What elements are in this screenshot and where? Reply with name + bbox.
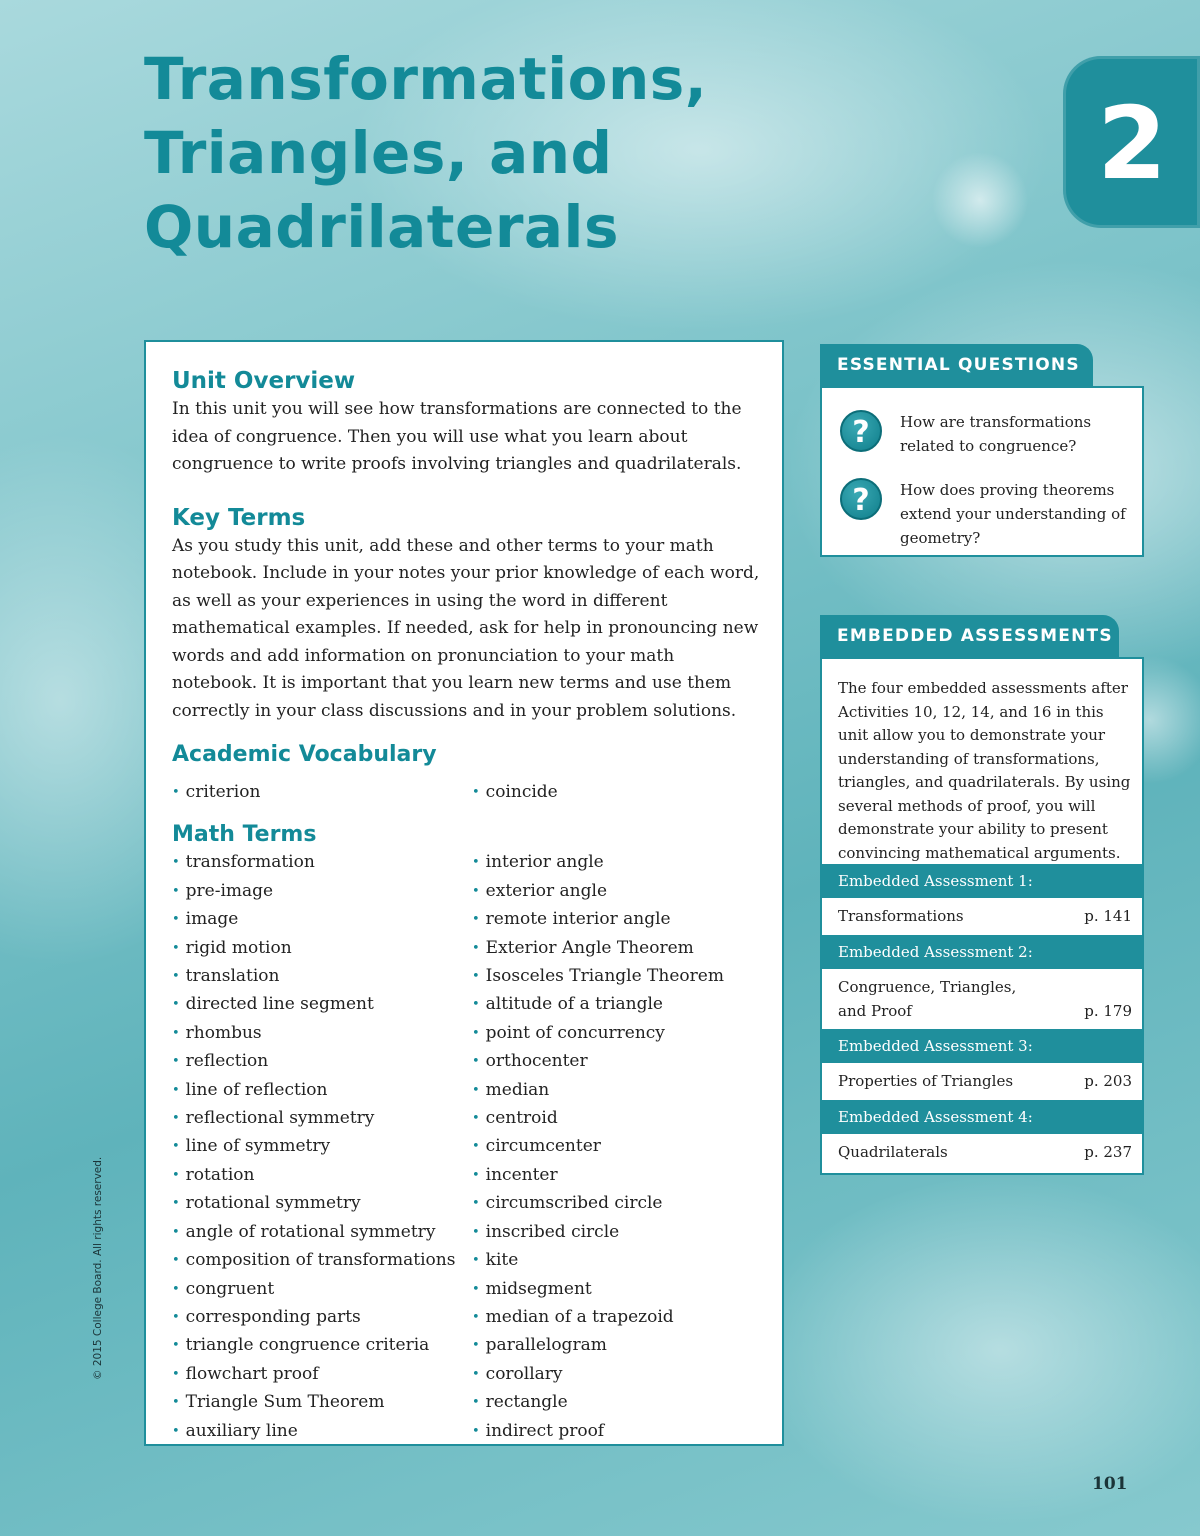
unit-number: 2 — [1097, 85, 1167, 202]
math-term: • Exterior Angle Theorem — [472, 935, 772, 963]
math-term: • exterior angle — [472, 878, 772, 906]
math-term: • triangle congruence criteria — [172, 1332, 472, 1360]
assessment-page: p. 179 — [1084, 1002, 1132, 1020]
copyright-notice: © 2015 College Board. All rights reserved. — [92, 1156, 104, 1380]
math-term: • line of symmetry — [172, 1133, 472, 1161]
math-term: • flowchart proof — [172, 1361, 472, 1389]
vocab-term: • criterion — [172, 779, 472, 807]
math-term: • centroid — [472, 1105, 772, 1133]
embedded-assessments-heading: EMBEDDED ASSESSMENTS — [820, 615, 1119, 657]
assessment-name: Properties of Triangles — [838, 1072, 1014, 1090]
math-term: • midsegment — [472, 1276, 772, 1304]
question-item — [840, 478, 1140, 550]
embedded-assessments-intro: The four embedded assessments after Activities 10, 12, 14, and 16 in this unit allow you to demonstrate your understanding of transformations, triangles, and quadrilaterals. By using several methods of proof, you will demonstrate your ability to present convincing mathematical arguments. — [838, 679, 1131, 862]
page-title — [144, 42, 707, 264]
math-term: • rhombus — [172, 1020, 472, 1048]
assessment-row — [838, 904, 1132, 928]
math-term: • reflectional symmetry — [172, 1105, 472, 1133]
math-term: • circumscribed circle — [472, 1190, 772, 1218]
math-term: • interior angle — [472, 849, 772, 877]
unit-overview-heading: Unit Overview — [172, 368, 356, 394]
math-terms-heading: Math Terms — [172, 822, 317, 848]
math-terms-list — [172, 849, 772, 1446]
math-term: • directed line segment — [172, 991, 472, 1019]
math-term: • reflection — [172, 1048, 472, 1076]
math-term: • kite — [472, 1247, 772, 1275]
math-term: • orthocenter — [472, 1048, 772, 1076]
page-number: 101 — [1092, 1474, 1128, 1494]
key-terms-heading: Key Terms — [172, 504, 306, 531]
math-term: • pre-image — [172, 878, 472, 906]
assessment-label: Embedded Assessment 2: — [822, 935, 1142, 969]
math-term: • parallelogram — [472, 1332, 772, 1360]
assessment-page: p. 141 — [1084, 907, 1132, 925]
math-term: • corollary — [472, 1361, 772, 1389]
math-term: • incenter — [472, 1162, 772, 1190]
math-term: • congruent — [172, 1276, 472, 1304]
math-term: • angle of rotational symmetry — [172, 1219, 472, 1247]
math-term: • rectangle — [472, 1389, 772, 1417]
math-term: • corresponding parts — [172, 1304, 472, 1332]
assessment-label: Embedded Assessment 4: — [822, 1100, 1142, 1134]
assessment-label: Embedded Assessment 3: — [822, 1029, 1142, 1063]
assessment-name: Congruence, Triangles, and Proof — [838, 978, 1017, 1020]
math-term: • rotational symmetry — [172, 1190, 472, 1218]
math-term: • remote interior angle — [472, 906, 772, 934]
math-term: • translation — [172, 963, 472, 991]
assessment-page: p. 203 — [1084, 1072, 1132, 1090]
math-term: • transformation — [172, 849, 472, 877]
embedded-assessments-card — [820, 657, 1144, 1175]
essential-questions-card — [820, 386, 1144, 557]
question-text: How does proving theorems extend your understanding of geometry? — [900, 481, 1126, 547]
academic-vocabulary-heading: Academic Vocabulary — [172, 742, 437, 767]
question-item — [840, 410, 1140, 458]
assessment-label: Embedded Assessment 1: — [822, 864, 1142, 898]
math-term: • indirect proof — [472, 1418, 772, 1446]
unit-overview-panel — [144, 340, 784, 1446]
title-line: Quadrilaterals — [144, 193, 619, 261]
math-term: • altitude of a triangle — [472, 991, 772, 1019]
math-term: • line of reflection — [172, 1077, 472, 1105]
assessment-row — [838, 1140, 1132, 1164]
vocab-column — [472, 779, 772, 807]
math-term: • rotation — [172, 1162, 472, 1190]
assessment-page: p. 237 — [1084, 1143, 1132, 1161]
assessment-row — [838, 975, 1132, 1023]
math-term: • median of a trapezoid — [472, 1304, 772, 1332]
math-term: • composition of transformations — [172, 1247, 472, 1275]
terms-column — [472, 849, 772, 1446]
math-term: • Triangle Sum Theorem — [172, 1389, 472, 1417]
math-term: • point of concurrency — [472, 1020, 772, 1048]
math-term: • median — [472, 1077, 772, 1105]
question-mark-icon: ? — [840, 478, 882, 520]
assessment-row — [838, 1069, 1132, 1093]
question-mark-icon: ? — [840, 410, 882, 452]
math-term: • Isosceles Triangle Theorem — [472, 963, 772, 991]
unit-overview-text: In this unit you will see how transformations are connected to the idea of congruence. Then you will use what you learn about congruence to write proofs involving triangles and quadrilaterals. — [172, 399, 742, 474]
math-term: • circumcenter — [472, 1133, 772, 1161]
essential-questions-heading: ESSENTIAL QUESTIONS — [820, 344, 1093, 386]
vocab-term: • coincide — [472, 779, 772, 807]
assessment-name: Transformations — [838, 907, 964, 925]
math-term: • inscribed circle — [472, 1219, 772, 1247]
assessment-name: Quadrilaterals — [838, 1143, 948, 1161]
math-term: • rigid motion — [172, 935, 472, 963]
academic-vocabulary-list — [172, 779, 772, 807]
title-line: Transformations, — [144, 45, 708, 113]
terms-column — [172, 849, 472, 1446]
vocab-column — [172, 779, 472, 807]
question-text: How are transformations related to congruence? — [900, 413, 1092, 455]
title-line: Triangles, and — [144, 119, 613, 187]
math-term: • image — [172, 906, 472, 934]
math-term: • auxiliary line — [172, 1418, 472, 1446]
key-terms-text: As you study this unit, add these and other terms to your math notebook. Include in your notes your prior knowledge of each word, as well as your experiences in using the word in different mathematical examples. If needed, ask for help in pronouncing new words and add information on pronunciation to your math notebook. It is important that you learn new terms and use them correctly in your class discussions and in your problem solutions. — [172, 535, 760, 721]
